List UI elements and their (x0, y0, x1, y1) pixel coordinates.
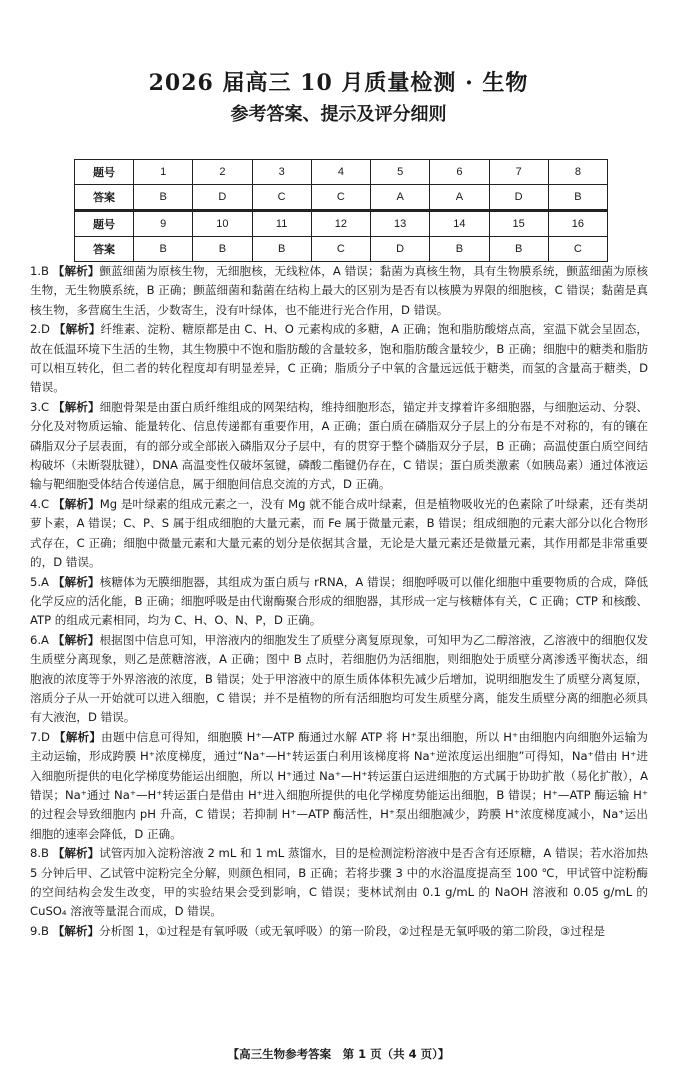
answer-cell: D (371, 237, 430, 262)
row-label-answer: 答案 (75, 237, 134, 262)
page-footer: 【高三生物参考答案 第 1 页（共 4 页）】 (227, 1047, 450, 1061)
analysis-label: 【解析】 (53, 729, 102, 744)
analysis-label: 【解析】 (52, 632, 100, 647)
explanation-text: 分析图 1，①过程是有氧呼吸（或无氧呼吸）的第一阶段，②过程是无氧呼吸的第二阶段，③过程是 (99, 923, 606, 938)
answer-cell: B (193, 237, 252, 262)
question-number: 16 (548, 211, 607, 237)
analysis-label: 【解析】 (52, 264, 100, 278)
analysis-label: 【解析】 (52, 846, 100, 861)
analysis-label: 【解析】 (52, 923, 100, 938)
table-row (75, 211, 608, 237)
question-number: 15 (489, 211, 548, 237)
explanation-item (30, 922, 648, 941)
explanation-item (30, 844, 648, 922)
question-number: 12 (311, 211, 370, 237)
explanation-item (30, 262, 648, 320)
question-number: 5 (371, 160, 430, 185)
question-number: 7 (489, 160, 548, 185)
explanation-text: Mg 是叶绿素的组成元素之一，没有 Mg 就不能合成叶绿素，但是植物吸收光的色素除了叶绿素，还有类胡萝卜素，A 错误；C、P、S 属于组成细胞的大量元素，而 Fe 属于微量元素，B 错误；组成细胞的元素大部分以化合物形式存在，C 正确；细胞中微量元素和大量元素的划分是依据其含量，无论是大量元素还是微量元素，其作用都是非常重要的，D 错误。 (30, 496, 648, 570)
question-number: 14 (430, 211, 489, 237)
analysis-label: 【解析】 (53, 322, 101, 337)
answer-cell: D (193, 185, 252, 211)
page-title: 2026 届高三 10 月质量检测 · 生物 (148, 70, 529, 96)
question-answer-label: 4.C (30, 496, 50, 511)
answer-cell: C (548, 237, 607, 262)
explanation-item (30, 398, 648, 495)
explanation-text: 颤蓝细菌为原核生物，无细胞核，无线粒体，A 错误；黏菌为真核生物，具有生物膜系统，颤蓝细菌为原核生物，无生物膜系统，B 正确；颤蓝细菌和黏菌在结构上最大的区别为是否有以核膜为界限的细胞核，C 错误；黏菌是真核生物，多营腐生生活，少数寄生，没有叶绿体，也不能进行光合作用，D 错误。 (30, 264, 648, 317)
question-answer-label: 5.A (30, 574, 49, 589)
table-row (75, 160, 608, 185)
answer-cell: B (430, 237, 489, 262)
question-answer-label: 8.B (30, 846, 50, 861)
answer-cell: B (489, 237, 548, 262)
answer-table (74, 159, 608, 262)
question-number: 2 (193, 160, 252, 185)
question-answer-label: 9.B (30, 923, 50, 938)
explanation-text: 纤维素、淀粉、糖原都是由 C、H、O 元素构成的多糖，A 正确；饱和脂肪酸熔点高，室温下就会呈固态，故在低温环境下生活的生物，其生物膜中不饱和脂肪酸的含量较多，饱和脂肪酸含量较少，B 正确；细胞中的糖类和脂肪可以相互转化，但二者的转化程度却有明显差异，C 正确；脂质分子中氧的含量远远低于糖类，而氢的含量高于糖类，D 错误。 (30, 322, 648, 395)
question-number: 9 (134, 211, 193, 237)
answer-cell: B (252, 237, 311, 262)
answer-cell: B (548, 185, 607, 211)
answer-cell: C (311, 185, 370, 211)
answer-cell: B (134, 237, 193, 262)
question-answer-label: 7.D (30, 729, 50, 744)
analysis-label: 【解析】 (52, 399, 100, 414)
answer-cell: A (371, 185, 430, 211)
answer-cell: A (430, 185, 489, 211)
explanation-text: 试管丙加入淀粉溶液 2 mL 和 1 mL 蒸馏水，目的是检测淀粉溶液中是否含有还原糖，A 错误；若水浴加热 5 分钟后甲、乙试管中淀粉完全分解，则颜色相同，B 正确；若将步骤 3 中的水浴温度提高至 100 ℃，甲试管中淀粉酶的空间结构会发生改变，甲的实验结果会受到影响，C 错误；斐林试剂由 0.1 g/mL 的 NaOH 溶液和 0.05 g/mL 的 CuSO₄ 溶液等量混合而成，D 错误。 (30, 846, 648, 919)
analysis-label: 【解析】 (52, 496, 100, 511)
explanation-item (30, 495, 648, 573)
question-answer-label: 2.D (30, 322, 50, 337)
question-number: 10 (193, 211, 252, 237)
explanations-list (30, 262, 648, 941)
answer-cell: B (134, 185, 193, 211)
explanation-text: 细胞骨架是由蛋白质纤维组成的网架结构，维持细胞形态，锚定并支撑着许多细胞器，与细胞运动、分裂、分化及对物质运输、能量转化、信息传递都有重要作用，A 正确；蛋白质在磷脂双分子层上的分布是不对称的，有的镶在磷脂双分子层表面，有的部分或全部嵌入磷脂双分子层中，有的贯穿于整个磷脂双分子层，B 正确；高温使蛋白质空间结构破坏（未断裂肽键），DNA 高温变性仅破坏氢键，磷酸二酯键仍存在，C 错误；蛋白质类激素（如胰岛素）通过体液运输与靶细胞受体结合传递信息，属于细胞间信息交流的方式，D 正确。 (30, 399, 648, 492)
answer-cell: C (311, 237, 370, 262)
question-answer-label: 3.C (30, 399, 50, 414)
table-row (75, 185, 608, 211)
explanation-item (30, 631, 648, 728)
table-row (75, 237, 608, 262)
row-label-answer: 答案 (75, 185, 134, 211)
question-answer-label: 1.B (30, 264, 50, 278)
question-number: 4 (311, 160, 370, 185)
explanation-item (30, 320, 648, 398)
row-label-number: 题号 (75, 160, 134, 185)
analysis-label: 【解析】 (52, 574, 100, 589)
question-answer-label: 6.A (30, 632, 49, 647)
question-number: 13 (371, 211, 430, 237)
explanation-text: 核糖体为无膜细胞器，其组成为蛋白质与 rRNA，A 错误；细胞呼吸可以催化细胞中重要物质的合成，降低化学反应的活化能，B 正确；细胞呼吸是由代谢酶聚合形成的细胞器，其形成一定与核糖体有关，C 正确；CTP 和核酸、ATP 的组成元素相同，均为 C、H、O、N、P，D 正确。 (30, 574, 648, 628)
row-label-number: 题号 (75, 211, 134, 237)
answer-cell: C (252, 185, 311, 211)
explanation-item (30, 728, 648, 844)
question-number: 11 (252, 211, 311, 237)
question-number: 1 (134, 160, 193, 185)
question-number: 3 (252, 160, 311, 185)
explanation-item (30, 573, 648, 631)
explanation-text: 由题中信息可得知，细胞膜 H⁺—ATP 酶通过水解 ATP 将 H⁺泵出细胞，所以 H⁺由细胞内向细胞外运输为主动运输，形成跨膜 H⁺浓度梯度，通过“Na⁺—H⁺转运蛋白利用该梯度将 Na⁺逆浓度运出细胞”可得知，Na⁺借由 H⁺进入细胞所提供的电化学梯度势能运出细胞，所以 H⁺通过 Na⁺—H⁺转运蛋白运进细胞的方式属于协助扩散（易化扩散），A 错误；Na⁺通过 Na⁺—H⁺转运蛋白是借由 H⁺进入细胞所提供的电化学梯度势能运出细胞，B 错误；H⁺—ATP 酶运输 H⁺的过程会导致细胞内 pH 升高，C 错误；若抑制 H⁺—ATP 酶活性，H⁺泵出细胞减少，跨膜 H⁺浓度梯度减小，Na⁺运出细胞的速率会降低，D 正确。 (30, 729, 648, 841)
question-number: 6 (430, 160, 489, 185)
answer-cell: D (489, 185, 548, 211)
explanation-text: 根据图中信息可知，甲溶液内的细胞发生了质壁分离复原现象，可知甲为乙二醇溶液，乙溶液中的细胞仅发生质壁分离现象，则乙是蔗糖溶液，A 正确；图中 B 点时，若细胞仍为活细胞，则细胞处于质壁分离渗透平衡状态，细胞液的浓度等于外界溶液的浓度，B 错误；处于甲溶液中的原生质体体积先减少后增加，说明细胞发生了质壁分离复原，溶质分子从一开始就可以进入细胞，C 错误；并不是植物的所有活细胞均可发生质壁分离，能发生质壁分离的细胞必须具有大液泡，D 错误。 (30, 632, 648, 725)
question-number: 8 (548, 160, 607, 185)
page-subtitle: 参考答案、提示及评分细则 (230, 104, 447, 125)
